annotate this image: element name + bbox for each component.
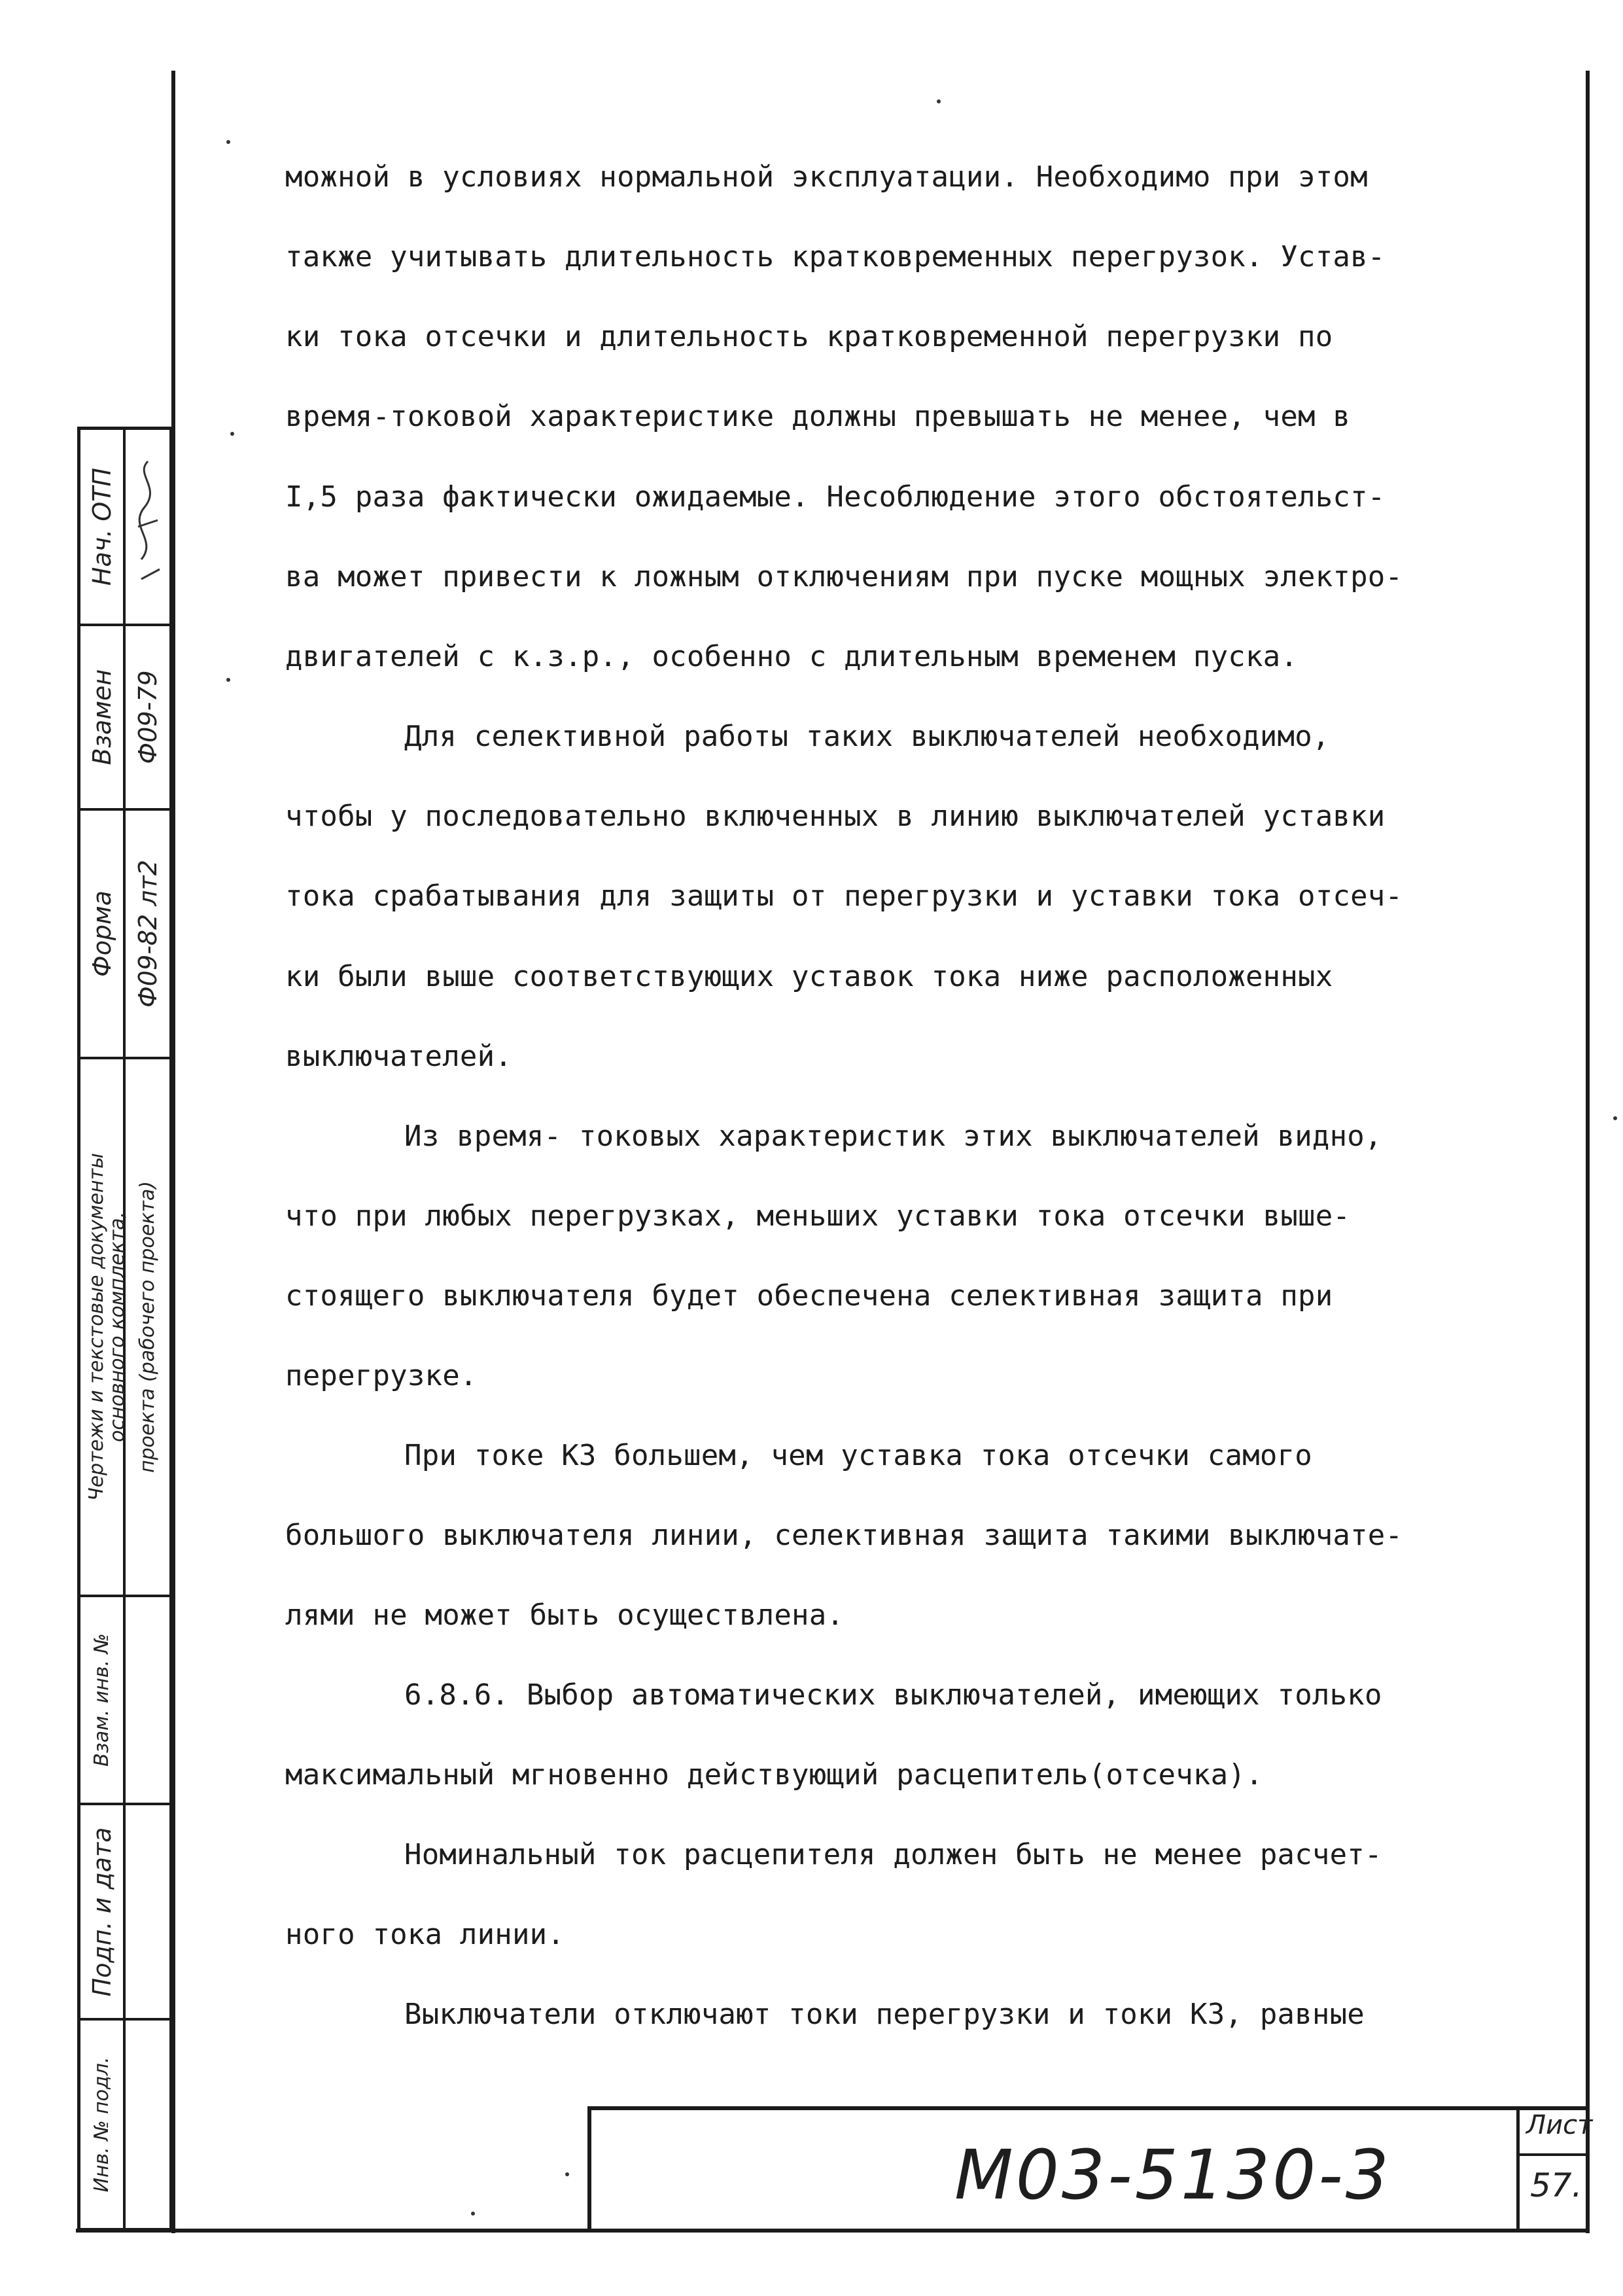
stamp-drawings-line3: проекта (рабочего проекта)	[136, 1181, 159, 1473]
text-line: также учитывать длительность кратковременных перегрузок. Устав-	[285, 240, 1386, 274]
text-line: лями не может быть осуществлена.	[285, 1598, 845, 1632]
sheet-box	[1516, 2106, 1593, 2233]
title-block	[587, 2106, 1593, 2233]
sheet-divider	[1520, 2153, 1590, 2156]
stamp-replace-value: Ф09-79	[133, 670, 162, 764]
text-line: ного тока линии.	[285, 1918, 565, 1951]
text-line: большого выключателя линии, селективная защита такими выключате-	[285, 1519, 1403, 1552]
text-line: Номинальный ток расцепителя должен быть не менее расчет-	[404, 1838, 1382, 1871]
text-line: ки были выше соответствующих уставок тока ниже расположенных	[285, 960, 1333, 993]
scan-speck	[230, 432, 234, 436]
stamp-drawings-line2: основного комплекта,	[106, 1212, 129, 1442]
scan-speck	[471, 2212, 475, 2216]
scan-speck	[226, 678, 230, 682]
stamp-approved: Нач. ОТП	[87, 467, 116, 586]
signature-icon	[128, 448, 167, 605]
text-line: При токе КЗ большем, чем уставка тока отсечки самого	[404, 1439, 1312, 1472]
scan-speck	[226, 140, 230, 144]
text-line: Из время- токовых характеристик этих выключателей видно,	[404, 1120, 1382, 1153]
text-line: ва может привести к ложным отключениям при пуске мощных электро-	[285, 560, 1403, 593]
text-line: чтобы у последовательно включенных в линию выключателей уставки	[285, 800, 1386, 833]
sheet-label: Лист	[1526, 2110, 1593, 2140]
stamp-sign-date: Подп. и дата	[87, 1827, 116, 1996]
text-line: 6.8.6. Выбор автоматических выключателей, имеющих только	[404, 1678, 1382, 1712]
text-line: ки тока отсечки и длительность кратковременной перегрузки по	[285, 320, 1333, 353]
stamp-drawings-line1: Чертежи и текстовые документы	[84, 1153, 108, 1501]
scan-speck	[565, 2172, 569, 2176]
stamp-inv-replace: Взам. инв. №	[90, 1633, 113, 1767]
text-line: Для селективной работы таких выключателей необходимо,	[404, 720, 1330, 753]
scan-speck	[937, 99, 941, 103]
text-line: Выключатели отключают токи перегрузки и токи КЗ, равные	[404, 1998, 1365, 2031]
text-line: максимальный мгновенно действующий расцепитель(отсечка).	[285, 1758, 1263, 1792]
sheet-number: 57.	[1530, 2166, 1582, 2204]
text-line: время-токовой характеристике должны превышать не менее, чем в	[285, 400, 1351, 433]
stamp-replace-label: Взамен	[87, 669, 116, 766]
stamp-form-value: Ф09-82 лт2	[133, 860, 162, 1008]
text-line: можной в условиях нормальной эксплуатации. Необходимо при этом	[285, 160, 1368, 194]
document-code: М03-5130-3	[954, 2135, 1391, 2215]
text-line: перегрузке.	[285, 1359, 478, 1392]
text-line: тока срабатывания для защиты от перегрузки и уставки тока отсеч-	[285, 879, 1403, 913]
scan-speck	[1613, 1116, 1617, 1120]
text-line: двигателей с к.з.р., особенно с длительным временем пуска.	[285, 640, 1299, 673]
text-line: стоящего выключателя будет обеспечена селективная защита при	[285, 1279, 1333, 1313]
left-stamp	[77, 427, 173, 2231]
text-line: I,5 раза фактически ожидаемые. Несоблюдение этого обстоятельст-	[285, 480, 1386, 514]
stamp-inv-original: Инв. № подл.	[90, 2057, 113, 2192]
text-line: что при любых перегрузках, меньших уставки тока отсечки выше-	[285, 1199, 1351, 1233]
text-line: выключателей.	[285, 1040, 512, 1073]
stamp-form-label: Форма	[87, 890, 116, 978]
